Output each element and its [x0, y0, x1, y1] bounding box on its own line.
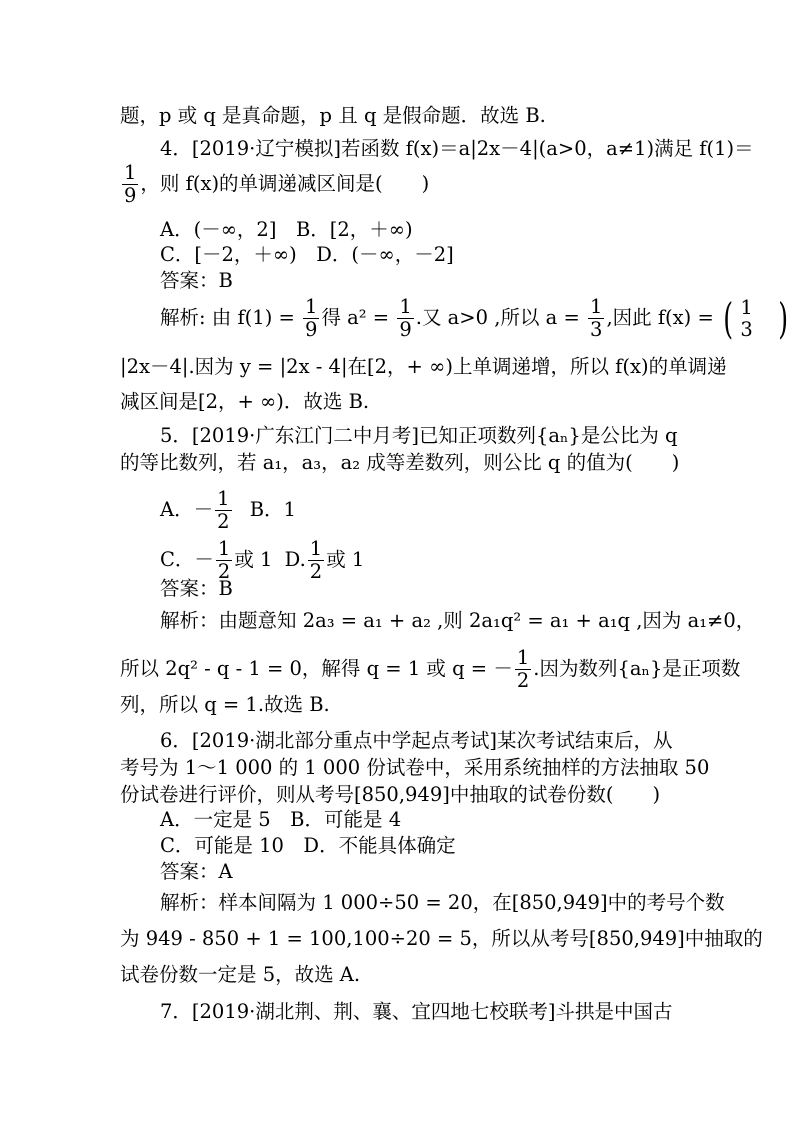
question-6-explanation-line2: 为 949 - 850 + 1 = 100,100÷20 = 5，所以从考号[850,949]中抽取的: [120, 927, 763, 950]
question-6-title: 6．[2019·湖北部分重点中学起点考试]某次考试结束后，从: [160, 729, 673, 752]
fraction: $\frac{1}{9}$: [124, 161, 137, 207]
question-4-options-cd: C．[－2，＋∞) D．(－∞，－2]: [160, 243, 454, 266]
question-4-line2: $\frac{1}{9}$ ，则 f(x)的单调递减区间是( ): [124, 161, 430, 207]
question-6-line3: 份试卷进行评价，则从考号[850,949]中抽取的试卷份数( ): [120, 783, 661, 806]
question-5-explanation-line1: 解析：由题意知 2a₃ = a₁ + a₂ ,则 2a₁q² = a₁ + a₁q ,因为 a₁≠0，: [160, 609, 756, 632]
question-4-explanation-line1: 解析: 由 f(1) = $\frac{1}{9}$ 得 a² = $\frac{1}{9}$ .又 a>0 ,所以 a = $\frac{1}{3}$ ,因此 f(x) = ( 1 3 ): [160, 293, 788, 343]
question-6-line2: 考号为 1～1 000 的 1 000 份试卷中，采用系统抽样的方法抽取 50: [120, 756, 710, 779]
question-5-line2: 的等比数列，若 a₁，a₃，a₂ 成等差数列，则公比 q 的值为( ): [120, 451, 680, 474]
question-4-explanation-line3: 减区间是[2，+ ∞)．故选 B.: [120, 390, 370, 413]
question-6-explanation-line3: 试卷份数一定是 5，故选 A.: [120, 963, 361, 986]
question-6-options-ab: A．一定是 5 B．可能是 4: [160, 808, 402, 831]
question-6-answer: 答案：A: [160, 860, 233, 883]
question-5-options-cd: C．－ $\frac{1}{2}$ 或 1 D. $\frac{1}{2}$ 或 1: [160, 537, 365, 583]
question-6-explanation-line1: 解析：样本间隔为 1 000÷50 = 20，在[850,949]中的考号个数: [160, 891, 725, 914]
question-5-options-ab: A．－ $\frac{1}{2}$ B．1: [160, 487, 296, 533]
question-4-title: 4．[2019·辽宁模拟]若函数 f(x)＝a|2x－4|(a>0，a≠1)满足 f(1)＝: [160, 137, 754, 160]
question-4-options-ab: A．(－∞，2] B．[2，＋∞): [160, 218, 413, 241]
question-4-answer: 答案：B: [160, 269, 233, 292]
question-5-answer: 答案：B: [160, 577, 233, 600]
question-5-title: 5．[2019·广东江门二中月考]已知正项数列{aₙ}是公比为 q: [160, 424, 678, 447]
text-line: 题，p 或 q 是真命题，p 且 q 是假命题．故选 B.: [120, 104, 546, 127]
question-7-title: 7．[2019·湖北荆、荆、襄、宜四地七校联考]斗拱是中国古: [160, 1000, 673, 1023]
question-5-explanation-line2: 所以 2q² - q - 1 = 0，解得 q = 1 或 q = － $\frac{1}{2}$ .因为数列{aₙ}是正项数: [120, 646, 741, 692]
question-4-explanation-line2: |2x－4|.因为 y = |2x - 4|在[2，+ ∞)上单调递增，所以 f(x)的单调递: [120, 355, 727, 378]
question-5-explanation-line3: 列，所以 q = 1.故选 B.: [120, 693, 330, 716]
question-6-options-cd: C．可能是 10 D．不能具体确定: [160, 834, 456, 857]
